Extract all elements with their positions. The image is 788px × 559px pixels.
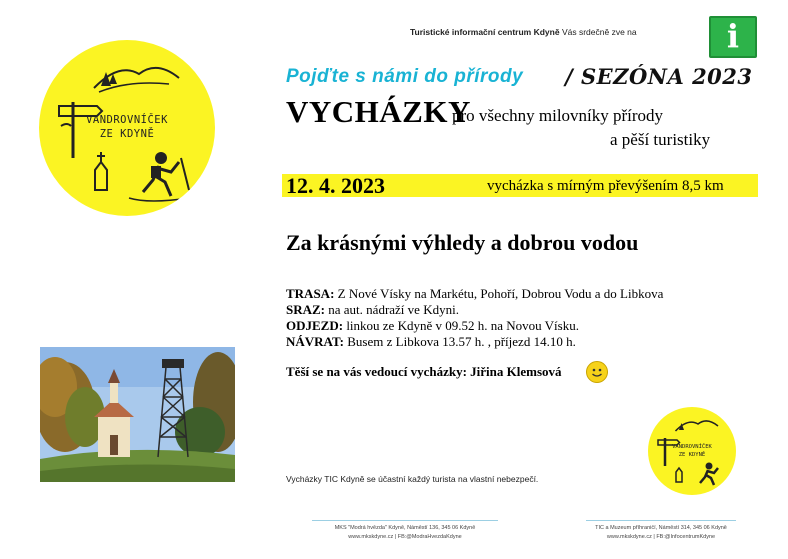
event-description: vycházka s mírným převýšením 8,5 km: [487, 178, 724, 194]
footer-right-line2: www.mkskdyne.cz | FB:@InfocentrumKdyne: [606, 534, 716, 540]
return-label: NÁVRAT:: [286, 334, 345, 349]
event-date: 12. 4. 2023: [286, 173, 385, 198]
meet-label: SRAZ:: [286, 302, 326, 317]
subtitle-line1: pro všechny milovníky přírody: [452, 106, 664, 125]
route-value: Z Nové Vísky na Markétu, Pohoří, Dobrou Vodu a do Libkova: [334, 286, 664, 301]
footer-left-line1: MKS "Modrá hvězda" Kdyně, Náměstí 136, 345 06 Kdyně: [334, 525, 476, 531]
chapel-lookout-photo: [40, 347, 235, 482]
footer-divider-right: [586, 520, 736, 521]
organizer-name: Turistické informační centrum Kdyně: [410, 27, 560, 37]
main-title: VYCHÁZKY: [286, 94, 471, 129]
footer-left: [312, 524, 498, 542]
subtitle-line2: a pěší turistiky: [610, 130, 711, 149]
meet-row: [286, 302, 663, 318]
meet-value: na aut. nádraží ve Kdyni.: [325, 302, 459, 317]
depart-value: linkou ze Kdyně v 09.52 h. na Novou Vísku.: [343, 318, 579, 333]
logo-text-line2: ZE KDYNĚ: [99, 128, 155, 140]
route-label: TRASA:: [286, 286, 335, 301]
guide-text: Těší se na vás vedoucí vycházky: Jiřina Klemsová: [286, 364, 562, 379]
logo-text-line1: VANDROVNÍČEK: [86, 114, 168, 126]
route-row: [286, 286, 663, 302]
disclaimer: Vycházky TIC Kdyně se účastní každý turista na vlastní nebezpečí.: [286, 474, 539, 484]
vandrovnicek-logo: [39, 40, 215, 216]
logo-small-text-line2: ZE KDYNĚ: [678, 452, 706, 458]
footer-right: [586, 524, 736, 542]
logo-small-text-line1: VANDROVNÍČEK: [672, 444, 712, 450]
vandrovnicek-logo-small: [648, 407, 736, 495]
footer-left-line2: www.mkskdyne.cz | FB:@ModraHvezdaKdyne: [348, 534, 462, 540]
smiley-icon: [586, 361, 608, 383]
footer-divider-left: [312, 520, 498, 521]
return-row: [286, 334, 663, 350]
invite-text: Vás srdečně zve na: [561, 27, 637, 37]
info-icon: [709, 16, 757, 58]
slogan: Pojďte s námi do přírody: [286, 66, 524, 87]
info-glyph: i: [726, 17, 740, 55]
season: / SEZÓNA 2023: [565, 64, 753, 89]
depart-label: ODJEZD:: [286, 318, 344, 333]
walk-details: [286, 286, 663, 350]
logo-small-drawing: [648, 407, 736, 495]
depart-row: [286, 318, 663, 334]
footer-right-line1: TIC a Muzeum příhraničí, Náměstí 314, 345 06 Kdyně: [595, 525, 727, 531]
header-organizer-line: [410, 27, 637, 37]
walk-title: Za krásnými výhledy a dobrou vodou: [286, 230, 639, 255]
date-bar: [282, 174, 758, 197]
return-value: Busem z Libkova 13.57 h. , příjezd 14.10 h.: [344, 334, 576, 349]
